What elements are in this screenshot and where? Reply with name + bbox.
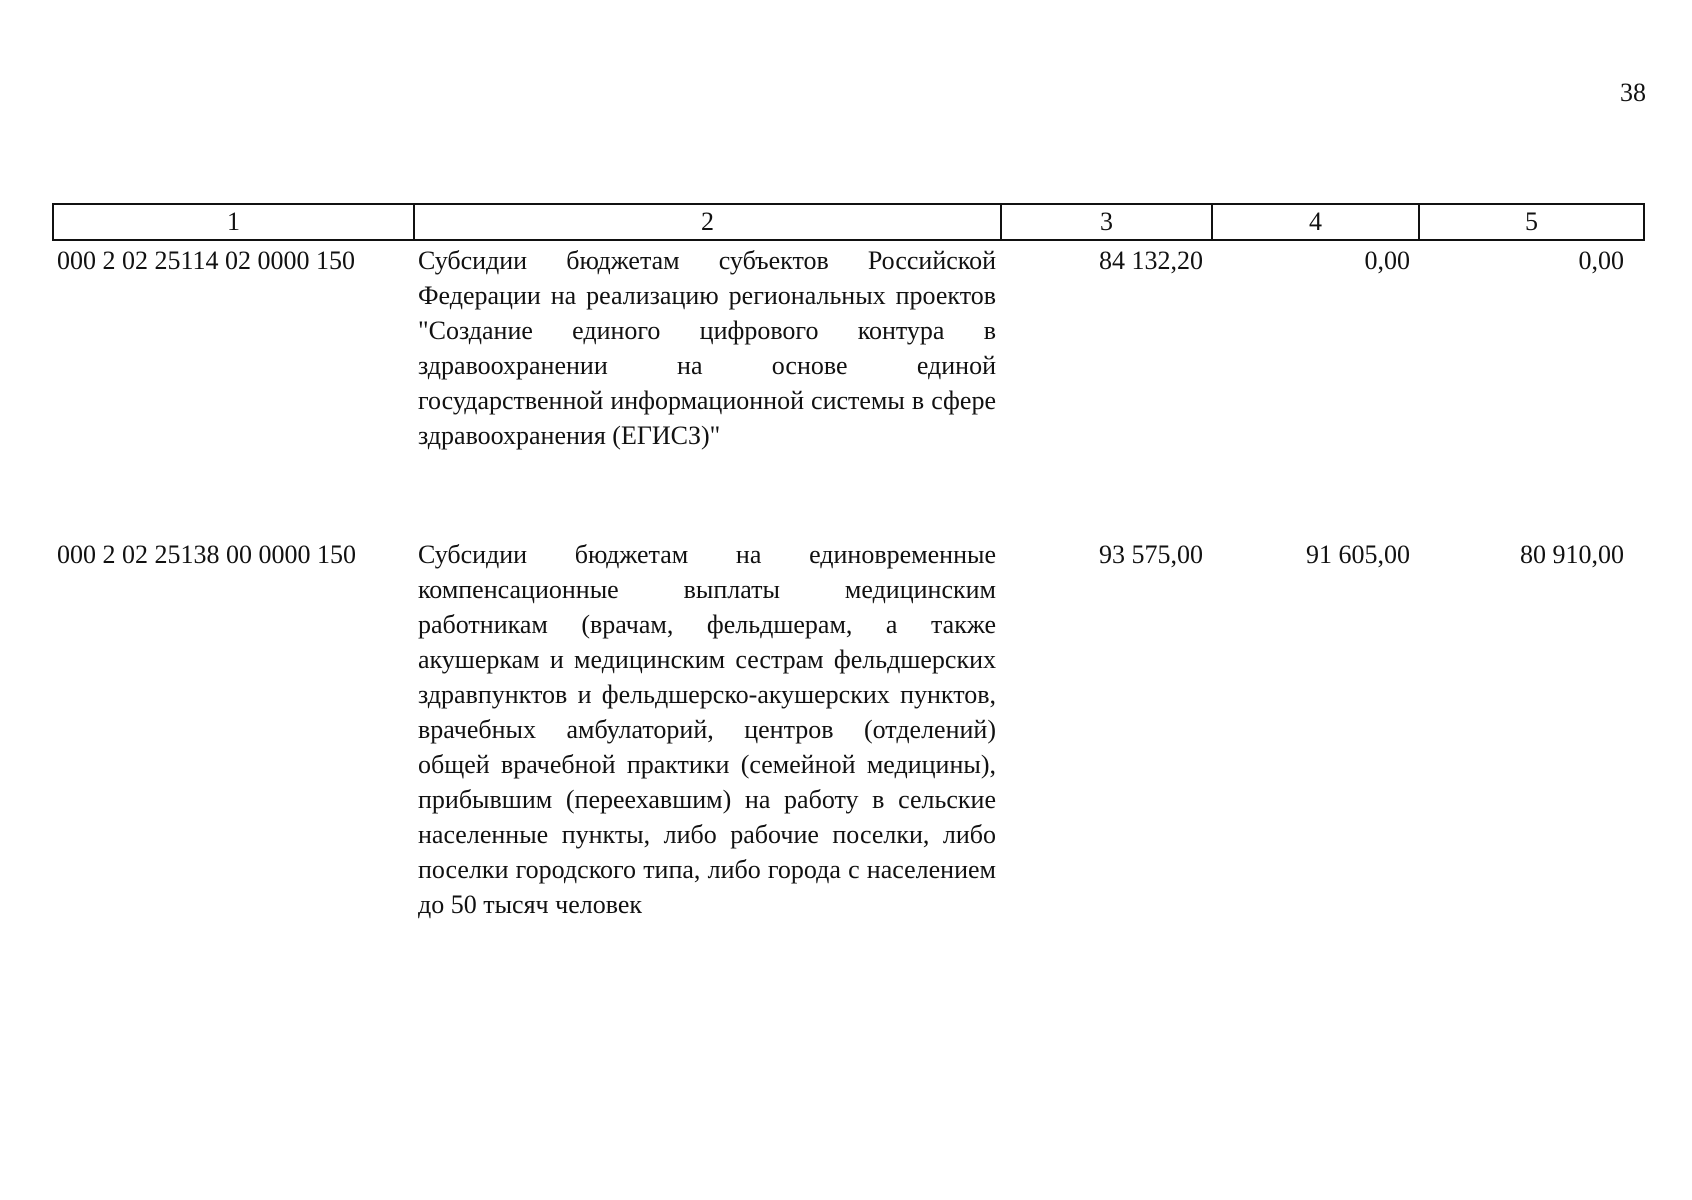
row-description: Субсидии бюджетам субъектов Российской Федерации на реализацию региональных проектов "Создание единого цифрового контура в здравоохранении на основе единой государственной информационной системы в сфере здравоохранения (ЕГИСЗ)"	[418, 246, 996, 450]
budget-code: 000 2 02 25138 00 0000 150	[57, 540, 356, 569]
column-header-5: 5	[1419, 204, 1644, 240]
row-description: Субсидии бюджетам на единовременные компенсационные выплаты медицинским работникам (врачам, фельдшерам, а также акушеркам и медицинским сестрам фельдшерских здравпунктов и фельдшерско-акушерских пунктов, врачебных амбулаторий, центров (отделений) общей врачебной практики (семейной медицины), прибывшим (переехавшим) на работу в сельские населенные пункты, либо рабочие поселки, либо поселки городского типа, либо города с населением до 50 тысяч человек	[418, 540, 996, 919]
budget-code: 000 2 02 25114 02 0000 150	[57, 246, 356, 275]
value-col-4: 0,00	[1364, 246, 1410, 275]
column-header-4: 4	[1212, 204, 1419, 240]
column-header-3: 3	[1001, 204, 1212, 240]
page-number: 38	[1620, 78, 1646, 107]
column-header-table	[52, 203, 1645, 241]
value-col-3: 84 132,20	[1099, 246, 1203, 275]
value-col-5: 80 910,00	[1520, 540, 1624, 569]
value-col-3: 93 575,00	[1099, 540, 1203, 569]
column-header-row	[53, 204, 1644, 240]
column-header-2: 2	[414, 204, 1001, 240]
value-col-4: 91 605,00	[1306, 540, 1410, 569]
value-col-5: 0,00	[1578, 246, 1624, 275]
column-header-1: 1	[53, 204, 414, 240]
